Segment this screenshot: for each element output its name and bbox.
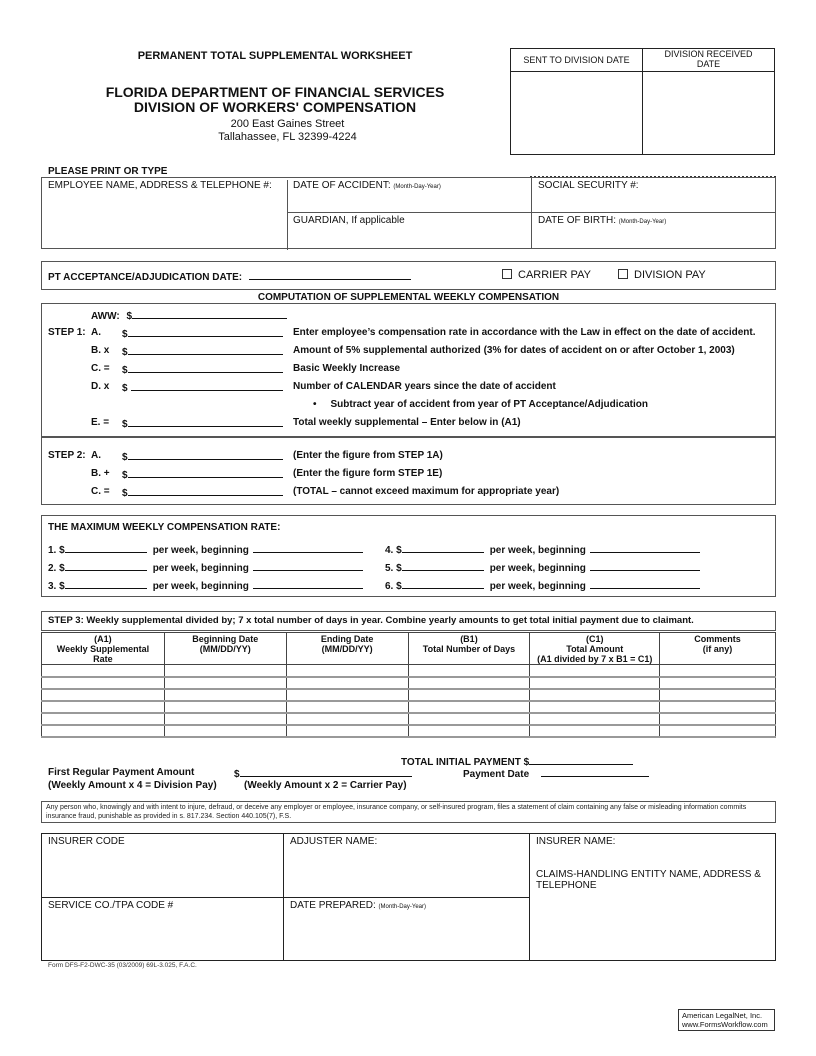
cell-end[interactable]	[286, 677, 408, 689]
guardian-label: GUARDIAN, If applicable	[293, 215, 405, 226]
date-of-accident-field[interactable]	[287, 178, 532, 213]
sent-to-division-label: SENT TO DIVISION DATE	[511, 49, 643, 72]
insurer-code-label: INSURER CODE	[48, 836, 125, 847]
max-rate-6-amount[interactable]	[402, 579, 484, 589]
max-rate-item-6: 6. $ per week, beginning	[385, 579, 700, 592]
payment-date-field[interactable]	[541, 767, 649, 777]
carrier-pay-label: CARRIER PAY	[518, 269, 591, 281]
cell-c1[interactable]	[530, 689, 660, 701]
insurer-code-field[interactable]	[42, 834, 284, 898]
step3-instruction: STEP 3: Weekly supplemental divided by; 7 x total number of days in year. Combine yearly amounts to get total initial payment due to claimant.	[48, 615, 694, 626]
cell-comments[interactable]	[660, 665, 776, 677]
claims-entity-label: CLAIMS-HANDLING ENTITY NAME, ADDRESS & TELEPHONE	[536, 869, 761, 891]
max-rate-1-date[interactable]	[253, 543, 363, 553]
worksheet-title: PERMANENT TOTAL SUPPLEMENTAL WORKSHEET	[137, 50, 413, 62]
step2-a-key: A.	[91, 450, 101, 461]
step1-e-field[interactable]: $	[122, 417, 283, 430]
step2-c-field[interactable]: $	[122, 486, 283, 499]
step1-e-desc: Total weekly supplemental – Enter below in (A1)	[293, 417, 521, 428]
cell-c1[interactable]	[530, 665, 660, 677]
division-pay-label: DIVISION PAY	[634, 269, 706, 281]
cell-begin[interactable]	[164, 689, 286, 701]
service-code-field[interactable]	[42, 898, 284, 960]
cell-end[interactable]	[286, 713, 408, 725]
max-rate-4-amount[interactable]	[402, 543, 484, 553]
pt-acceptance-row	[48, 270, 411, 283]
max-rate-item-2: 2. $ per week, beginning	[48, 561, 363, 574]
step1-a-desc: Enter employee’s compensation rate in accordance with the Law in effect on the date of accident.	[293, 327, 756, 338]
col-c1-header: (C1) Total Amount (A1 divided by 7 x B1 = C1)	[530, 633, 660, 665]
step1-b-key: B. x	[91, 345, 110, 356]
cell-c1[interactable]	[530, 725, 660, 737]
step1-b-desc: Amount of 5% supplemental authorized (3% for dates of accident on or after October 1, 2003)	[293, 345, 735, 356]
max-rate-title: THE MAXIMUM WEEKLY COMPENSATION RATE:	[48, 522, 281, 533]
max-rate-2-date[interactable]	[253, 561, 363, 571]
employee-info-box	[41, 177, 776, 249]
table-row	[42, 713, 776, 725]
first-regular-payment-field[interactable]: $	[234, 767, 412, 780]
insurer-box	[41, 833, 776, 961]
pt-acceptance-label: PT ACCEPTANCE/ADJUDICATION DATE:	[48, 272, 243, 283]
step2-label: STEP 2:	[48, 450, 86, 461]
cell-b1[interactable]	[408, 677, 530, 689]
cell-b1[interactable]	[408, 701, 530, 713]
table-header-row	[42, 633, 776, 665]
step1-bullet	[313, 399, 648, 410]
bullet-icon: •	[313, 399, 317, 410]
cell-end[interactable]	[286, 701, 408, 713]
cell-begin[interactable]	[164, 701, 286, 713]
cell-a1[interactable]	[42, 713, 165, 725]
step1-a-key: A.	[91, 327, 101, 338]
guardian-field[interactable]	[287, 213, 532, 248]
cell-begin[interactable]	[164, 677, 286, 689]
computation-title: COMPUTATION OF SUPPLEMENTAL WEEKLY COMPENSATION	[257, 292, 560, 303]
division-pay-checkbox[interactable]	[618, 269, 628, 279]
publisher-box	[678, 1009, 775, 1031]
step1-c-key: C. =	[91, 363, 110, 374]
cell-a1[interactable]	[42, 677, 165, 689]
division-received-label: DIVISION RECEIVED DATE	[643, 49, 774, 72]
cell-a1[interactable]	[42, 701, 165, 713]
col-beginning-date-header: Beginning Date (MM/DD/YY)	[164, 633, 286, 665]
table-row	[42, 701, 776, 713]
cell-a1[interactable]	[42, 665, 165, 677]
cell-comments[interactable]	[660, 689, 776, 701]
step1-d-desc: Number of CALENDAR years since the date of accident	[293, 381, 556, 392]
cell-comments[interactable]	[660, 725, 776, 737]
col-a1-header: (A1) Weekly Supplemental Rate	[42, 633, 165, 665]
carrier-pay-formula: (Weekly Amount x 2 = Carrier Pay)	[244, 780, 407, 791]
cell-b1[interactable]	[408, 713, 530, 725]
division-pay-option[interactable]	[618, 269, 706, 281]
cell-c1[interactable]	[530, 701, 660, 713]
max-rate-item-5: 5. $ per week, beginning	[385, 561, 700, 574]
publisher-url[interactable]: www.FormsWorkflow.com	[682, 1020, 768, 1029]
cell-end[interactable]	[286, 665, 408, 677]
table-row	[42, 689, 776, 701]
step2-a-field[interactable]: $	[122, 450, 283, 463]
cell-comments[interactable]	[660, 701, 776, 713]
carrier-pay-checkbox[interactable]	[502, 269, 512, 279]
carrier-pay-option[interactable]	[502, 269, 591, 281]
cell-end[interactable]	[286, 725, 408, 737]
division-received-field[interactable]	[643, 72, 774, 154]
payment-date: Payment Date	[463, 767, 649, 780]
adjuster-name-label: ADJUSTER NAME:	[290, 836, 378, 847]
print-instruction: PLEASE PRINT OR TYPE	[48, 166, 168, 177]
date-prepared-field[interactable]	[284, 898, 530, 960]
insurer-name-label: INSURER NAME:	[536, 836, 616, 847]
step2-c-desc: (TOTAL – cannot exceed maximum for appropriate year)	[293, 486, 560, 497]
col-comments-header: Comments (if any)	[660, 633, 776, 665]
aww-row	[91, 309, 287, 322]
max-rate-6-date[interactable]	[590, 579, 700, 589]
cell-c1[interactable]	[530, 677, 660, 689]
max-rate-4-date[interactable]	[590, 543, 700, 553]
adjuster-name-field[interactable]	[284, 834, 530, 898]
cell-b1[interactable]	[408, 689, 530, 701]
address-city: Tallahassee, FL 32399-4224	[218, 131, 357, 143]
step3-table	[41, 632, 776, 738]
max-rate-3-amount[interactable]	[65, 579, 147, 589]
step2-a-desc: (Enter the figure from STEP 1A)	[293, 450, 443, 461]
step2-b-key: B. +	[91, 468, 110, 479]
cell-begin[interactable]	[164, 713, 286, 725]
date-of-accident-label: DATE OF ACCIDENT:	[293, 180, 391, 191]
date-of-birth-label: DATE OF BIRTH:	[538, 215, 616, 226]
step1-b-field[interactable]: $	[122, 345, 283, 358]
step1-bullet-text: Subtract year of accident from year of PT Acceptance/Adjudication	[330, 399, 649, 410]
cell-begin[interactable]	[164, 725, 286, 737]
total-initial-payment: TOTAL INITIAL PAYMENT $	[401, 755, 633, 768]
currency-sign: $	[126, 311, 133, 322]
table-row	[42, 665, 776, 677]
cell-a1[interactable]	[42, 725, 165, 737]
aww-label: AWW:	[91, 311, 120, 322]
max-rate-item-3: 3. $ per week, beginning	[48, 579, 363, 592]
max-rate-2-amount[interactable]	[65, 561, 147, 571]
col-b1-header: (B1) Total Number of Days	[408, 633, 530, 665]
step1-label: STEP 1:	[48, 327, 86, 338]
pt-acceptance-box	[41, 261, 776, 290]
cell-b1[interactable]	[408, 725, 530, 737]
date-of-birth-field[interactable]	[532, 213, 775, 248]
max-rate-item-4: 4. $ per week, beginning	[385, 543, 700, 556]
max-rate-3-date[interactable]	[253, 579, 363, 589]
max-rate-1-amount[interactable]	[65, 543, 147, 553]
aww-field[interactable]	[132, 309, 287, 319]
table-row	[42, 725, 776, 737]
publisher-name: American LegalNet, Inc.	[682, 1011, 763, 1020]
pt-acceptance-date-field[interactable]	[249, 270, 411, 280]
service-code-label: SERVICE CO./TPA CODE #	[48, 900, 174, 911]
total-initial-payment-field[interactable]	[529, 755, 633, 765]
cell-begin[interactable]	[164, 665, 286, 677]
step2-c-key: C. =	[91, 486, 110, 497]
col-ending-date-header: Ending Date (MM/DD/YY)	[286, 633, 408, 665]
fraud-notice: Any person who, knowingly and with intent to injure, defraud, or deceive any employer or employee, insurance company, or self-insured program, files a statement of claim containing any false or misleading information commits insurance fraud, punishable as provided in s. 817.234. Section 440.105(7), F.S.	[41, 801, 776, 823]
social-security-field[interactable]	[532, 178, 775, 213]
division-date-box	[510, 48, 775, 155]
step1-d-key: D. x	[91, 381, 110, 392]
cell-b1[interactable]	[408, 665, 530, 677]
cell-comments[interactable]	[660, 677, 776, 689]
social-security-label: SOCIAL SECURITY #:	[538, 180, 639, 191]
step3-instruction-box	[41, 611, 776, 631]
employee-name-field[interactable]	[48, 180, 288, 250]
step1-c-desc: Basic Weekly Increase	[293, 363, 401, 374]
date-of-birth-hint: (Month-Day-Year)	[618, 219, 667, 225]
first-regular-payment-label: First Regular Payment Amount	[48, 767, 195, 778]
date-prepared-label: DATE PREPARED:	[290, 900, 376, 911]
cell-c1[interactable]	[530, 713, 660, 725]
division-name: DIVISION OF WORKERS' COMPENSATION	[133, 99, 417, 115]
date-of-accident-hint: (Month-Day-Year)	[393, 184, 441, 190]
step1-d-field[interactable]: $	[122, 381, 283, 394]
insurer-name-field[interactable]	[530, 834, 775, 960]
cell-end[interactable]	[286, 689, 408, 701]
employee-name-label: EMPLOYEE NAME, ADDRESS & TELEPHONE #:	[48, 180, 272, 191]
step1-e-key: E. =	[91, 417, 110, 428]
date-prepared-hint: (Month-Day-Year)	[378, 904, 427, 910]
cell-comments[interactable]	[660, 713, 776, 725]
department-name: FLORIDA DEPARTMENT OF FINANCIAL SERVICES	[105, 84, 445, 100]
max-rate-5-amount[interactable]	[402, 561, 484, 571]
address-street: 200 East Gaines Street	[230, 118, 345, 130]
step2-b-desc: (Enter the figure form STEP 1E)	[293, 468, 443, 479]
step1-c-field[interactable]: $	[122, 363, 283, 376]
table-row	[42, 677, 776, 689]
max-rate-5-date[interactable]	[590, 561, 700, 571]
form-number: Form DFS-F2-DWC-35 (03/2009) 69L-3.025, F.A.C.	[48, 962, 197, 969]
step1-a-field[interactable]: $	[122, 327, 283, 340]
step2-b-field[interactable]: $	[122, 468, 283, 481]
cell-a1[interactable]	[42, 689, 165, 701]
max-rate-item-1: 1. $ per week, beginning	[48, 543, 363, 556]
sent-to-division-field[interactable]	[511, 72, 643, 154]
division-pay-formula: (Weekly Amount x 4 = Division Pay)	[48, 780, 217, 791]
